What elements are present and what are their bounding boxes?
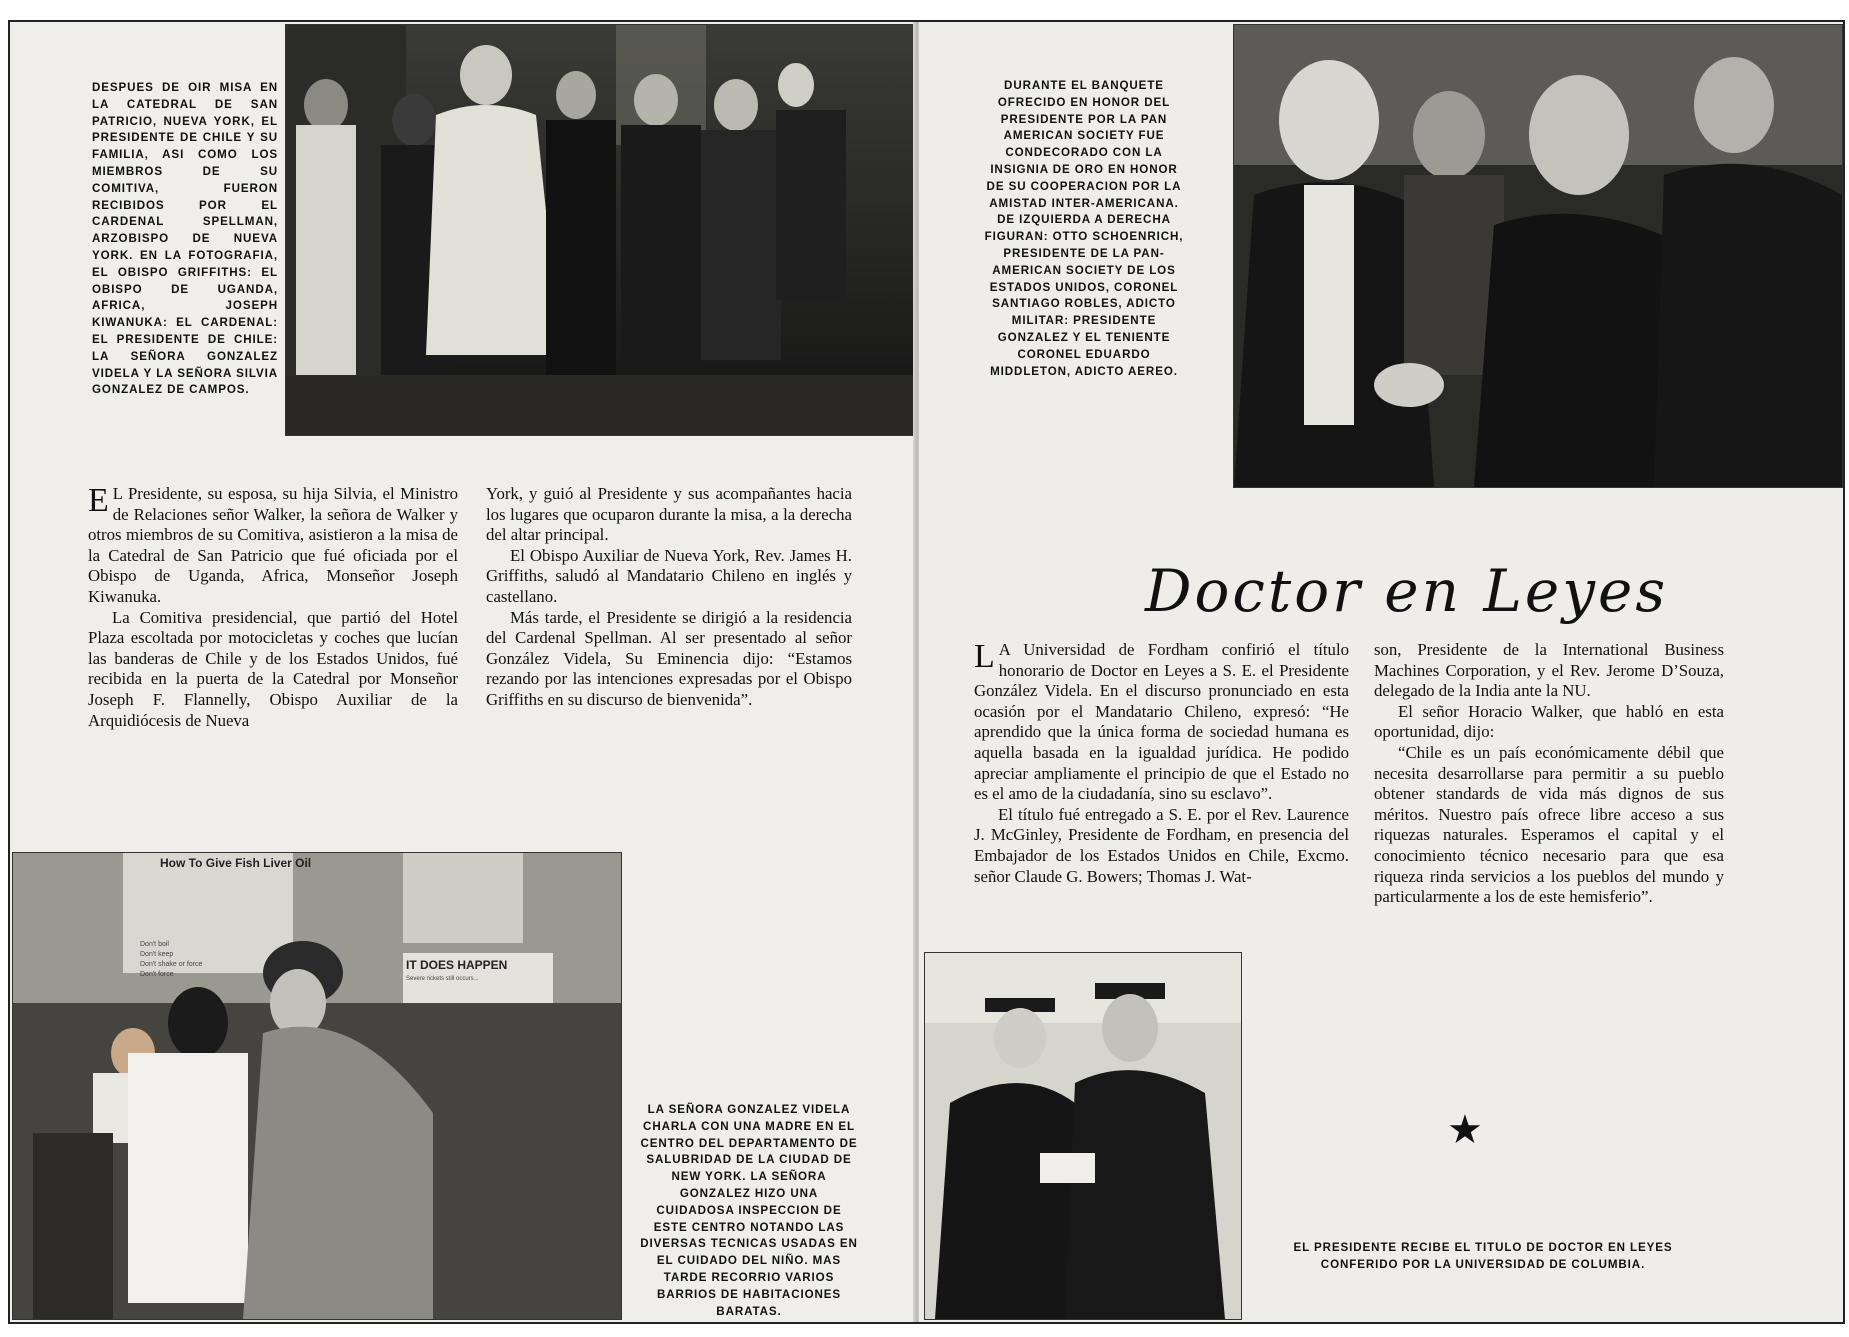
article-left-col2 — [486, 484, 852, 711]
article-left-col1-p1: L Presidente, su esposa, su hija Silvia, el Ministro de Relaciones señor Walker, la señora de Walker y otros miembros de su Comitiva, asistieron a la misa de la Catedral de San Patricio que fué oficiada por el Obispo de Uganda, Africa, Monseñor Joseph Kiwanuka. — [88, 484, 458, 606]
article-right-col1-p1: A Universidad de Fordham confirió el título honorario de Doctor en Leyes a S. E. el Presidente González Videla. En el discurso pronunciado en esta ocasión por el Mandatario Chileno, expresó: “He aprendido que la única forma de sociedad humana es aquella basada en la igualdad jurídica. He podido apreciar ampliamente el principio de que el Estado no es el amo de la ciudadanía, sino su esclavo”. — [974, 640, 1349, 804]
section-title: Doctor en Leyes — [1145, 557, 1669, 625]
show-through-text — [140, 460, 144, 478]
dropcap-e: E — [88, 482, 109, 519]
caption-graduation: EL PRESIDENTE RECIBE EL TITULO DE DOCTOR EN LEYES CONFERIDO POR LA UNIVERSIDAD DE COLUMBIA. — [1293, 1241, 1673, 1271]
magazine-spread — [8, 20, 1845, 1324]
article-left-col1 — [88, 484, 458, 731]
star-ornament: ★ — [1447, 1107, 1483, 1152]
photo-clinic — [12, 852, 622, 1320]
left-page — [10, 22, 915, 1322]
article-right-col2-p2: El señor Horacio Walker, que habló en esta oportunidad, dijo: — [1374, 701, 1724, 742]
clinic-poster-item: Don't boil — [140, 941, 169, 948]
clinic-poster-item: Don't force — [140, 971, 174, 978]
dropcap-l: L — [974, 638, 995, 675]
clinic-poster-list — [140, 940, 202, 980]
article-right-col2-p3: “Chile es un país económicamente débil que necesita desarrollarse para permitir a su pueblo obtener standards de vida más dignos de sus méritos. Nuestro país ofrece libre acceso a sus riquezas naturales. Esperamos el capital y el conocimiento técnico necesario para que esa riqueza rinda servicios a los pueblos del mundo y particularmente a los de este hemisferio”. — [1374, 742, 1724, 907]
article-left-col2-p1: York, y guió al Presidente y sus acompañantes hacia los lugares que ocuparon durante la misa, a la derecha del altar principal. — [486, 484, 852, 545]
photo-cathedral — [285, 24, 915, 436]
clinic-poster-item: Don't shake or force — [140, 961, 203, 968]
article-right-col1 — [974, 640, 1349, 887]
article-right-col1-p2: El título fué entregado a S. E. por el Rev. Laurence J. McGinley, Presidente de Fordham, en presencia del Embajador de los Estados Unidos en Chile, Excmo. señor Claude G. Bowers; Thomas J. Wat- — [974, 804, 1349, 886]
caption-banquet: DURANTE EL BANQUETE OFRECIDO EN HONOR DEL PRESIDENTE POR LA PAN AMERICAN SOCIETY FUE CONDECORADO CON LA INSIGNIA DE ORO EN HONOR DE SU COOPERACION POR LA AMISTAD INTER-AMERICANA. DE IZQUIERDA A DERECHA FIGURAN: OTTO SCHOENRICH, PRESIDENTE DE LA PAN-AMERICAN SOCIETY DE LOS ESTADOS UNIDOS, CORONEL SANTIAGO ROBLES, ADICTO MILITAR: PRESIDENTE GONZALEZ Y EL TENIENTE CORONEL EDUARDO MIDDLETON, ADICTO AEREO. — [984, 79, 1184, 378]
article-left-col2-p2: El Obispo Auxiliar de Nueva York, Rev. James H. Griffiths, saludó al Mandatario Chileno en inglés y castellano. — [486, 545, 852, 606]
photo-banquet — [1233, 24, 1843, 488]
article-left-col1-p2: La Comitiva presidencial, que partió del Hotel Plaza escoltada por motocicletas y coches que lucían las banderas de Chile y de los Estados Unidos, fué recibida en la puerta de la Catedral por Monseñor Joseph F. Flannelly, Obispo Auxiliar de la Arquidiócesis de Nueva — [88, 607, 458, 730]
photo-graduation — [924, 952, 1242, 1320]
clinic-poster-right: IT DOES HAPPEN — [406, 958, 508, 972]
clinic-poster-top: How To Give Fish Liver Oil — [160, 856, 312, 870]
clinic-poster-item: Don't keep — [140, 951, 174, 958]
article-left-col2-p3: Más tarde, el Presidente se dirigió a la residencia del Cardenal Spellman. Al ser presentado al señor González Videla, Su Eminencia dijo: “Estamos rezando por las intenciones expresadas por el Obispo Griffiths en su discurso de bienvenida”. — [486, 607, 852, 709]
clinic-poster-right-text: Severe rickets still occurs... — [406, 976, 479, 982]
right-page — [919, 22, 1843, 1322]
caption-cathedral: DESPUES DE OIR MISA EN LA CATEDRAL DE SAN PATRICIO, NUEVA YORK, EL PRESIDENTE DE CHILE Y SU FAMILIA, ASI COMO LOS MIEMBROS DE SU COMITIVA, FUERON RECIBIDOS POR EL CARDENAL SPELLMAN, ARZOBISPO DE NUEVA YORK. EN LA FOTOGRAFIA, EL OBISPO GRIFFITHS: EL OBISPO DE UGANDA, AFRICA, JOSEPH KIWANUKA: EL CARDENAL: EL PRESIDENTE DE CHILE: LA SEÑORA GONZALEZ VIDELA Y LA SEÑORA SILVIA GONZALEZ DE CAMPOS. — [92, 81, 278, 397]
article-right-col2 — [1374, 640, 1724, 908]
caption-clinic: LA SEÑORA GONZALEZ VIDELA CHARLA CON UNA MADRE EN EL CENTRO DEL DEPARTAMENTO DE SALUBRIDAD DE LA CIUDAD DE NEW YORK. LA SEÑORA GONZALEZ HIZO UNA CUIDADOSA INSPECCION DE ESTE CENTRO NOTANDO LAS DIVERSAS TECNICAS USADAS EN EL CUIDADO DEL NIÑO. MAS TARDE RECORRIO VARIOS BARRIOS DE HABITACIONES BARATAS. — [640, 1103, 858, 1318]
article-right-col2-p1: son, Presidente de la International Business Machines Corporation, y el Rev. Jerome D’Souza, delegado de la India ante la NU. — [1374, 640, 1724, 701]
